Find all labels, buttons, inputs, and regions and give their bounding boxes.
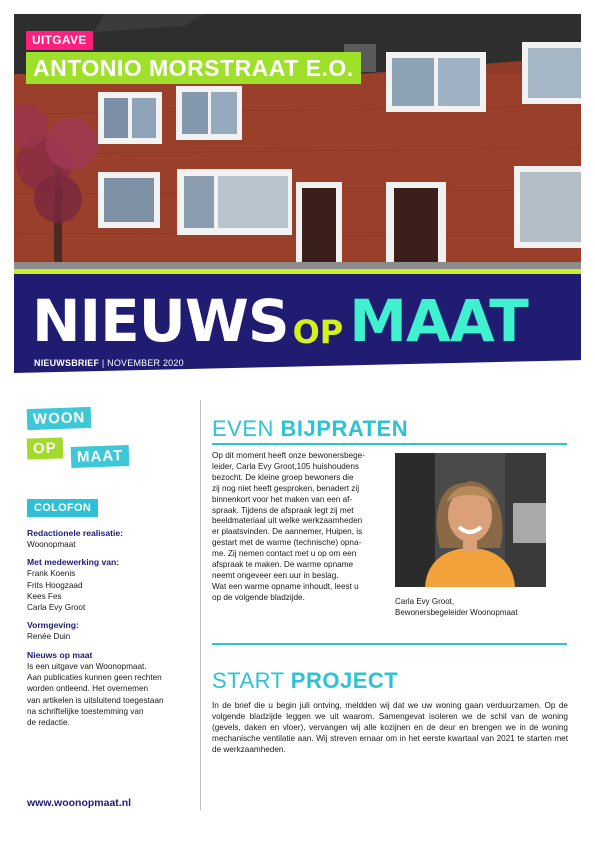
logo-word-maat: MAAT [71, 445, 130, 468]
colofon-tag: COLOFON [27, 499, 98, 517]
title-rule [212, 443, 567, 445]
masthead-band [14, 269, 581, 388]
body-line: beeldmateriaal uit welke werkzaamheden [212, 516, 363, 526]
body-line: binnenkort voor het maken van een af- [212, 494, 353, 504]
masthead-word-maat: MAAT [349, 287, 528, 355]
article-title-project [212, 668, 398, 694]
caption-name: Carla Evy Groot, [395, 597, 455, 606]
colofon-line: Is een uitgave van Woonopmaat. [27, 661, 147, 671]
body-line: er plaatsvinden. De aannemer, Huipen, is [212, 527, 363, 537]
colofon-line: Renée Duin [27, 632, 71, 642]
body-line: me. Zij nemen contact met u op om een [212, 549, 357, 559]
title-light: EVEN [212, 416, 281, 441]
colofon-line: Kees Fes [27, 591, 62, 601]
body-line: afspraak te maken. De warme opname [212, 560, 354, 570]
cover-tag: UITGAVE [26, 31, 93, 50]
colofon-section [27, 620, 197, 642]
logo-word-woon: WOON [27, 407, 92, 430]
colofon-line: worden ontleend. Het overnemen [27, 684, 149, 694]
colofon [27, 528, 197, 736]
portrait-photo [395, 453, 546, 587]
colofon-heading: Redactionele realisatie: [27, 528, 124, 538]
masthead-word-nieuws: NIEUWS [32, 287, 289, 355]
title-bold: PROJECT [290, 668, 399, 693]
body-line: op de volgende bladzijde. [212, 592, 305, 602]
colofon-line: van artikelen is uitsluitend toegestaan [27, 695, 164, 705]
colofon-line: de redactie. [27, 718, 70, 728]
title-light: START [212, 668, 291, 693]
article-title-bijpraten [212, 416, 408, 442]
colofon-line: Frank Koenis [27, 569, 76, 579]
body-line: neemt ongeveer een uur in beslag. [212, 570, 339, 580]
colofon-heading: Met medewerking van: [27, 557, 120, 568]
masthead-title [32, 287, 528, 355]
masthead-accent-line [14, 269, 581, 274]
colofon-line: Carla Evy Groot [27, 603, 86, 613]
website-link[interactable]: www.woonopmaat.nl [27, 797, 132, 809]
issue-label: NIEUWSBRIEF [34, 358, 100, 368]
caption-role: Bewonersbegeleider Woonopmaat [395, 608, 518, 617]
colofon-section [27, 528, 197, 550]
colofon-section [27, 650, 197, 729]
body-line: Op dit moment heeft onze bewonersbege- [212, 451, 365, 460]
section-rule [212, 643, 567, 645]
portrait-caption [395, 596, 565, 618]
colofon-line: Woonopmaat [27, 540, 76, 549]
column-divider [200, 400, 201, 810]
body-line: zij nog niet heeft gesproken, benadert zij [212, 483, 360, 493]
article-body-bijpraten [212, 451, 382, 604]
title-bold: BIJPRATEN [280, 416, 409, 441]
colofon-section [27, 557, 197, 613]
cover-address: ANTONIO MORSTRAAT E.O. [26, 52, 361, 84]
woonopmaat-logo [27, 408, 137, 470]
colofon-line: na schriftelijke toestemming van [27, 706, 144, 716]
article-body-project: In de brief die u begin juli ontving, meldden wij dat we uw woning gaan verduurzamen. Op de volgende bladzijde leggen we uit waarom. Samengevat isoleren we de schil van de woning (gevels, daken en vloer), vervangen wij alle kozijnen en de deur en brengen we in de woning mechanische ventilatie aan. Wij streven ernaar om in het eerste kwartaal van 2021 te starten met de werkzaamheden. [212, 701, 568, 754]
issue-line [34, 358, 184, 368]
colofon-line: Frits Hoogzaad [27, 580, 83, 590]
masthead-word-op: OP [292, 313, 344, 351]
colofon-heading: Nieuws op maat [27, 649, 93, 660]
logo-word-op: OP [27, 437, 63, 459]
body-line: leider, Carla Evy Groot,105 huishoudens [212, 461, 360, 471]
issue-date: | NOVEMBER 2020 [99, 358, 184, 368]
body-line: Wat een warme opname inhoudt, leest u [212, 581, 359, 591]
body-line: spraak. Tijdens de afspraak legt zij met [212, 505, 354, 515]
colofon-heading: Vormgeving: [27, 620, 79, 631]
portrait-illustration [395, 453, 546, 587]
body-line: gestart met de warme (technische) opna- [212, 538, 362, 548]
colofon-line: Aan publicaties kunnen geen rechten [27, 673, 162, 683]
body-line: bezocht. De kleine groep bewoners die [212, 472, 354, 482]
